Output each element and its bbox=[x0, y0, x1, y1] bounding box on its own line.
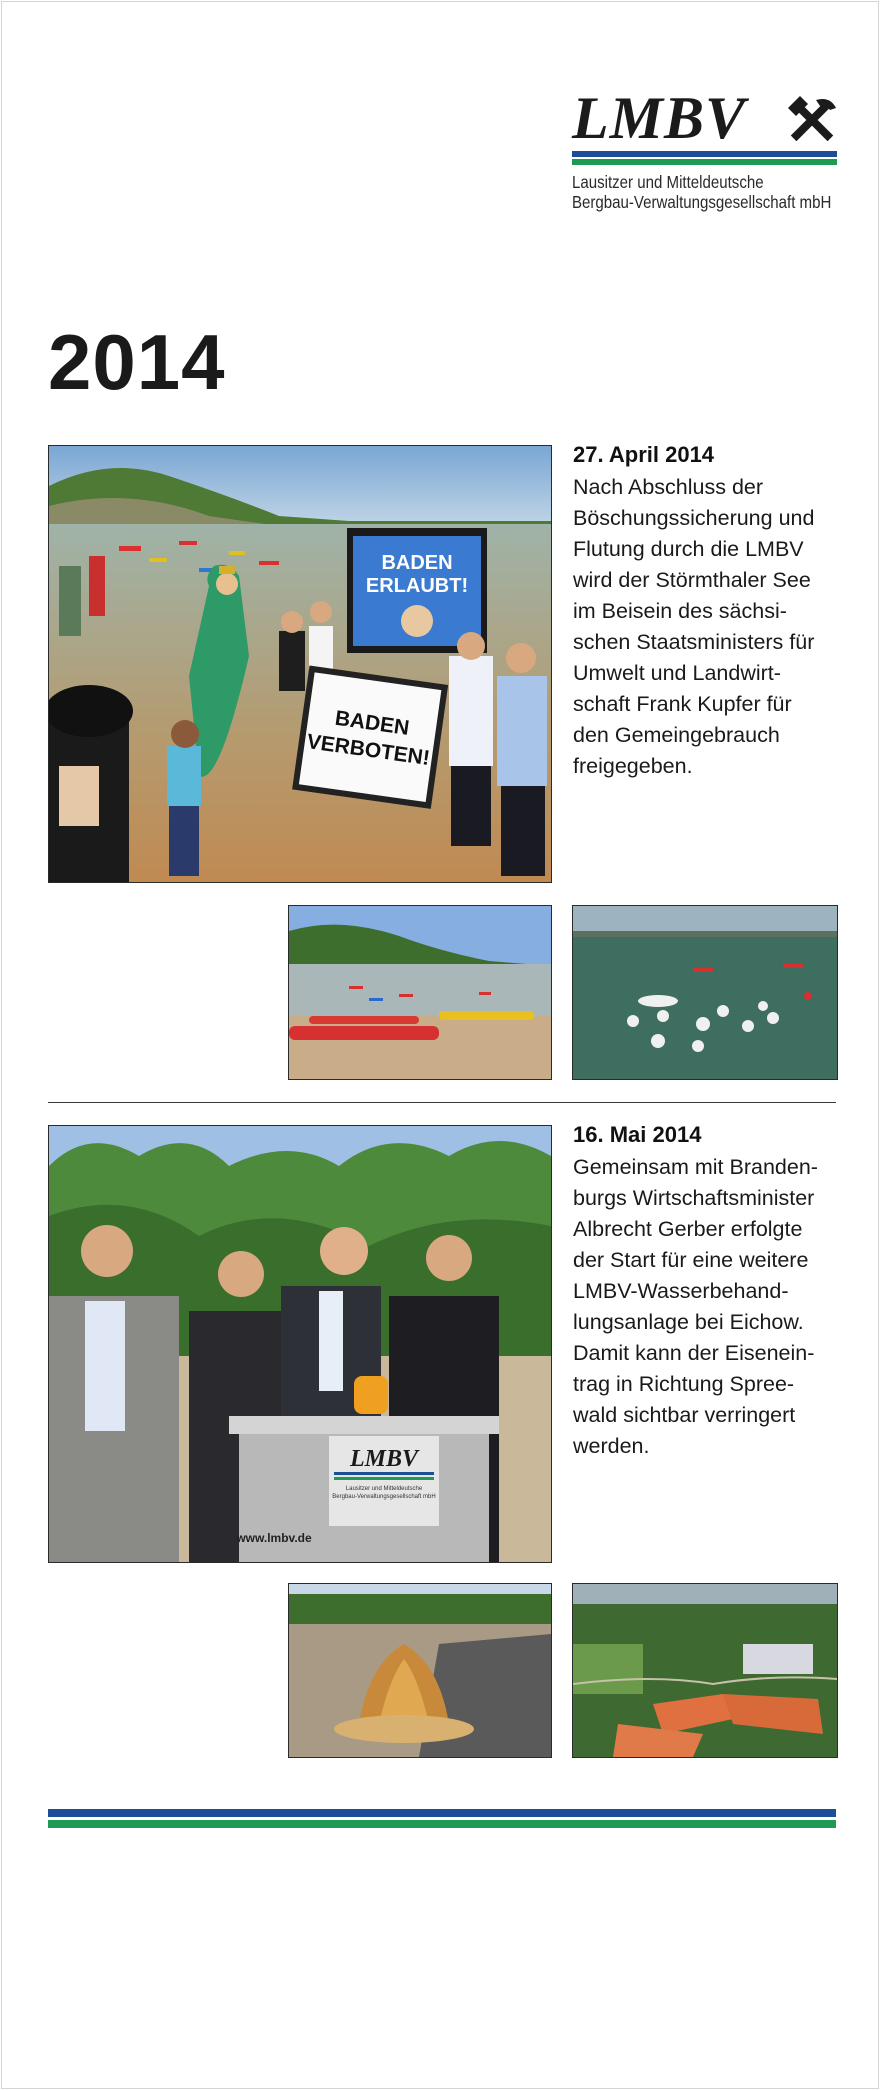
section-2-body bbox=[573, 1152, 843, 1462]
footer-blue-bar bbox=[48, 1809, 836, 1817]
section-2-line: trag in Richtung Spree- bbox=[573, 1372, 795, 1396]
photo-swimmers-lake bbox=[572, 905, 838, 1080]
section-1-line: Nach Abschluss der bbox=[573, 475, 764, 499]
page-title-year: 2014 bbox=[48, 318, 226, 406]
section-1-line: Umwelt und Landwirt- bbox=[573, 661, 781, 685]
section-2-line: LMBV-Wasserbehand- bbox=[573, 1279, 789, 1303]
photo-aerial-plant bbox=[572, 1583, 838, 1758]
box-tagline-line-1: Lausitzer und Mitteldeutsche bbox=[345, 1486, 423, 1492]
section-1-line: Böschungssicherung und bbox=[573, 506, 815, 530]
sign-baden-erlaubt-line2: ERLAUBT! bbox=[365, 575, 469, 597]
photo-lake-opening bbox=[48, 445, 552, 883]
section-2-line: werden. bbox=[573, 1434, 650, 1458]
section-1-body bbox=[573, 472, 843, 782]
logo-tagline bbox=[572, 172, 832, 212]
box-tagline-line-2: Bergbau-Verwaltungsgesellschaft mbH bbox=[332, 1494, 436, 1500]
section-2-line: der Start für eine weitere bbox=[573, 1248, 809, 1272]
logo-tagline-line-1: Lausitzer und Mitteldeutsche bbox=[572, 172, 764, 192]
box-logo-text: LMBV bbox=[349, 1446, 419, 1472]
section-2-line: wald sichtbar verringert bbox=[573, 1403, 796, 1427]
footer-green-bar bbox=[48, 1820, 836, 1828]
logo-green-bar bbox=[572, 159, 837, 165]
hammer-and-pick-icon bbox=[786, 94, 838, 146]
section-2-line: Gemeinsam mit Branden- bbox=[573, 1155, 818, 1179]
section-2-line: burgs Wirtschaftsminister bbox=[573, 1186, 815, 1210]
section-1-line: wird der Störmthaler See bbox=[573, 568, 811, 592]
photo-water-treatment-start bbox=[48, 1125, 552, 1563]
section-1-line: schen Staatsministers für bbox=[573, 630, 815, 654]
section-2-line: Damit kann der Eisenein- bbox=[573, 1341, 815, 1365]
section-2-date: 16. Mai 2014 bbox=[573, 1122, 702, 1147]
logo-blue-bar bbox=[572, 151, 837, 157]
logo-tagline-line-2: Bergbau-Verwaltungsgesellschaft mbH bbox=[572, 192, 832, 212]
photo-water-fountain bbox=[288, 1583, 552, 1758]
photo-kayaks-shore bbox=[288, 905, 552, 1080]
section-1-line: im Beisein des sächsi- bbox=[573, 599, 787, 623]
section-1-line: Flutung durch die LMBV bbox=[573, 537, 804, 561]
box-url-text: www.lmbv.de bbox=[236, 1531, 312, 1545]
section-1-line: freigegeben. bbox=[573, 754, 693, 778]
sign-baden-erlaubt-line1: BADEN bbox=[381, 552, 453, 574]
logo-wordmark: LMBV bbox=[572, 85, 747, 151]
section-2-line: Albrecht Gerber erfolgte bbox=[573, 1217, 803, 1241]
section-1-line: schaft Frank Kupfer für bbox=[573, 692, 792, 716]
sign-baden-verboten-line2: VERBOTEN! bbox=[305, 730, 432, 771]
section-1-line: den Gemeingebrauch bbox=[573, 723, 780, 747]
section-2-line: lungsanlage bei Eichow. bbox=[573, 1310, 804, 1334]
section-1-date: 27. April 2014 bbox=[573, 442, 715, 467]
section-divider bbox=[48, 1102, 836, 1103]
sign-baden-verboten-line1: BADEN bbox=[333, 706, 411, 740]
page bbox=[1, 1, 879, 2089]
